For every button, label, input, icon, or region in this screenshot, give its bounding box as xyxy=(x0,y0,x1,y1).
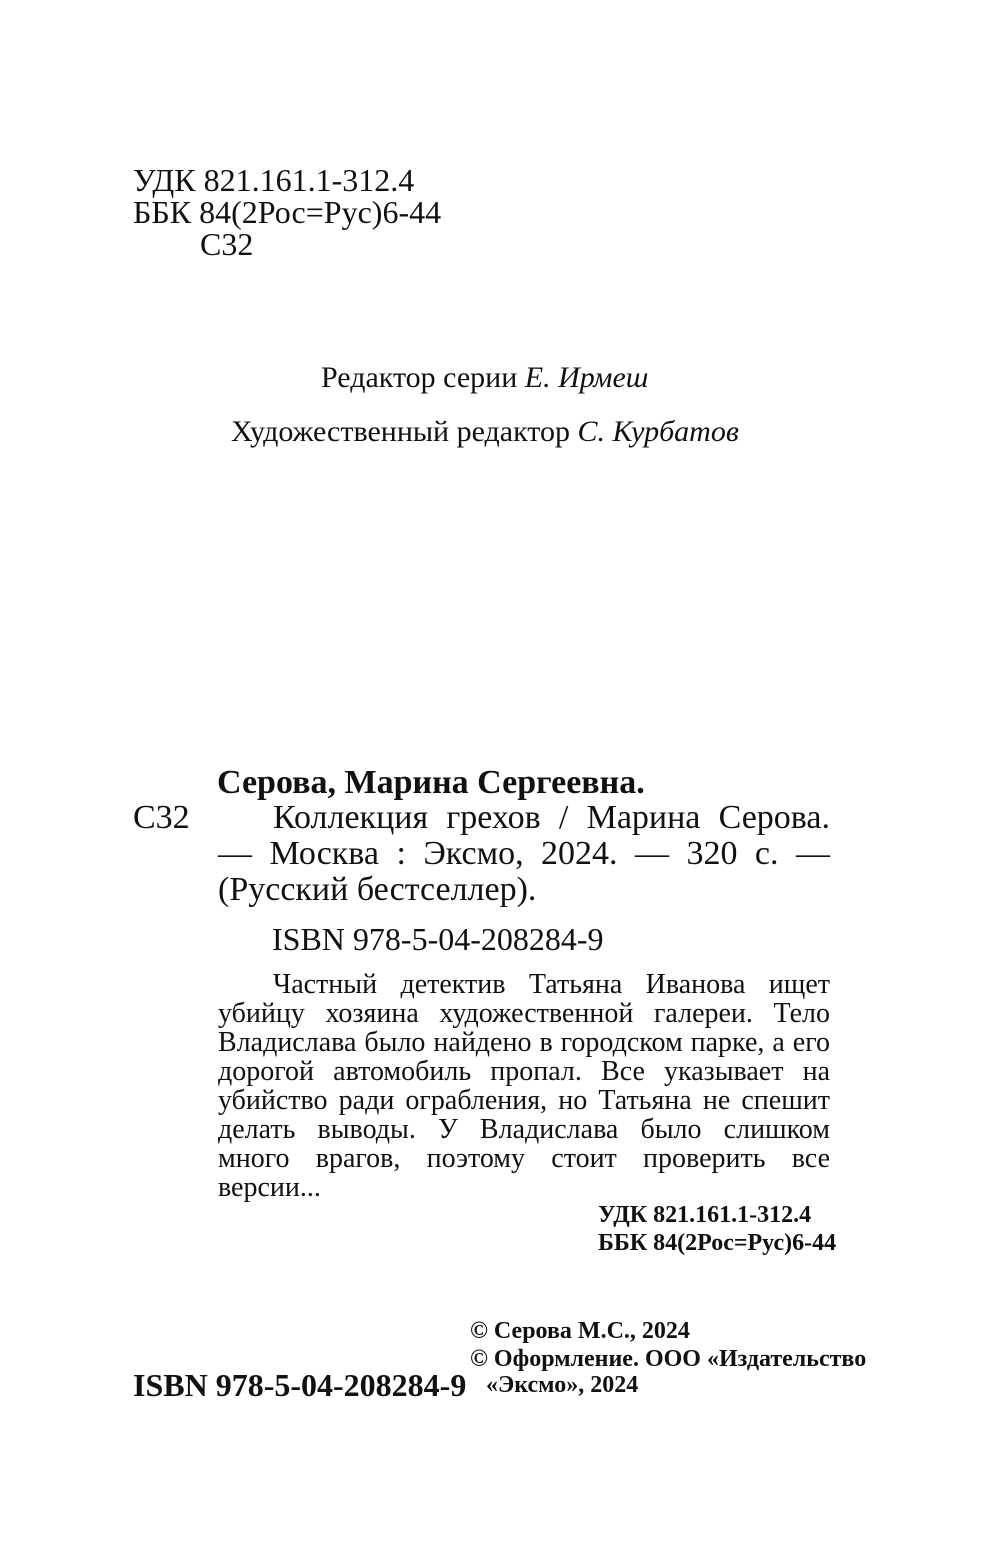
series-editor-role: Редактор серии xyxy=(321,361,518,394)
bbk-card: ББК 84(2Рос=Рус)6-44 xyxy=(598,1230,837,1256)
copyright-design-continued: «Эксмо», 2024 xyxy=(486,1372,639,1398)
art-editor-line xyxy=(231,416,739,447)
series-editor-line xyxy=(321,362,648,393)
isbn-bottom: ISBN 978-5-04-208284-9 xyxy=(133,1367,467,1403)
series-editor-name: Е. Ирмеш xyxy=(524,361,649,394)
art-editor-role: Художественный редактор xyxy=(231,415,570,448)
bibliographic-description: Коллекция грехов / Марина Серова. — Москва : Эксмо, 2024. — 320 с. — (Русский бестселлер). xyxy=(218,799,830,908)
author-code-side: С32 xyxy=(133,799,190,836)
udk-top: УДК 821.161.1-312.4 xyxy=(133,162,415,198)
author-code-top: С32 xyxy=(200,226,254,262)
isbn-card: ISBN 978-5-04-208284-9 xyxy=(272,921,604,957)
art-editor-name: С. Курбатов xyxy=(577,415,739,448)
author-heading: Серова, Марина Сергеевна. xyxy=(217,764,645,801)
udk-card: УДК 821.161.1-312.4 xyxy=(598,1202,812,1228)
bbk-top: ББК 84(2Рос=Рус)6-44 xyxy=(133,194,442,230)
copyright-author: © Серова М.С., 2024 xyxy=(470,1318,690,1344)
annotation-text: Частный детектив Татьяна Иванова ищет убийцу хозяина художественной галереи. Тело Владислава было найдено в городском парке, а его дорогой автомобиль пропал. Все указывает на убийство ради ограбления, но Татьяна не спешит делать выводы. У Владислава было слишком много врагов, поэтому стоит проверить все версии... xyxy=(218,969,830,1203)
copyright-design: © Оформление. ООО «Издательство xyxy=(470,1346,867,1372)
